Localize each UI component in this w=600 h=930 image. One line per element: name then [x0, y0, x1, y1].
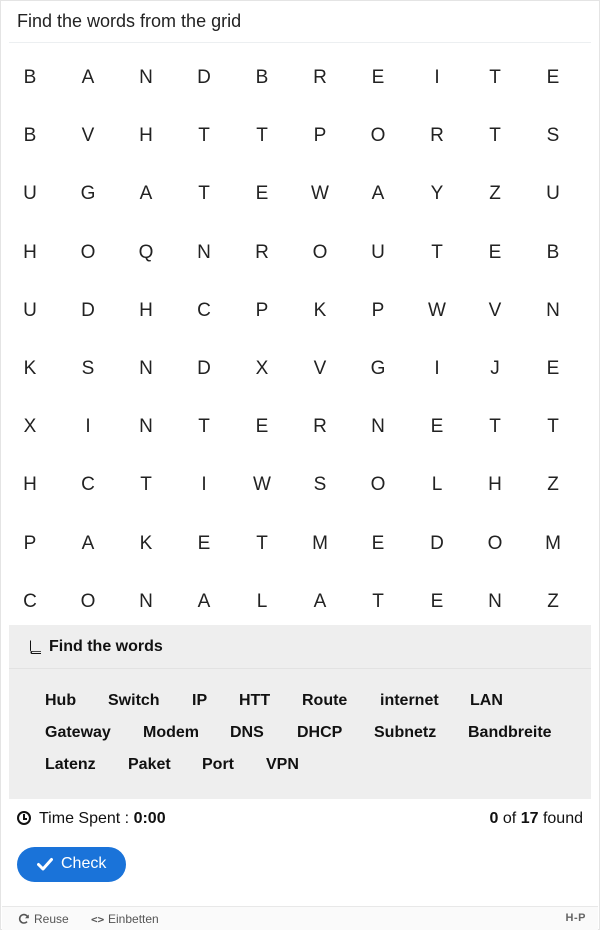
grid-cell[interactable]: T: [489, 67, 501, 88]
grid-cell[interactable]: E: [255, 416, 269, 438]
grid-row: [1, 340, 600, 398]
grid-cell[interactable]: T: [198, 125, 210, 147]
grid-cell[interactable]: P: [371, 299, 385, 321]
grid-cell[interactable]: T: [547, 416, 559, 438]
word-item: Route: [302, 692, 348, 709]
grid-cell[interactable]: I: [434, 357, 440, 379]
grid-cell[interactable]: R: [255, 241, 269, 263]
grid-cell[interactable]: O: [80, 241, 96, 263]
word-item: DNS: [230, 724, 264, 741]
clock-icon: [17, 811, 31, 825]
grid-cell[interactable]: N: [139, 416, 153, 438]
grid-cell[interactable]: I: [85, 416, 91, 438]
grid-cell[interactable]: E: [371, 532, 385, 554]
grid-row: [1, 165, 600, 223]
page-title: Find the words from the grid: [17, 11, 242, 31]
time-spent: [39, 810, 166, 828]
word-item: Gateway: [45, 724, 111, 741]
word-item: Port: [202, 756, 234, 773]
grid-row: [1, 49, 600, 107]
check-button[interactable]: [17, 847, 126, 882]
grid-cell[interactable]: K: [139, 532, 153, 554]
grid-cell[interactable]: A: [371, 183, 385, 205]
grid-cell[interactable]: D: [430, 532, 444, 554]
book-icon: [29, 639, 42, 654]
grid-cell[interactable]: O: [80, 590, 96, 612]
word-list-panel: [9, 625, 591, 799]
grid-cell[interactable]: L: [431, 474, 443, 496]
embed-icon: <>: [91, 913, 105, 926]
grid-cell[interactable]: S: [546, 125, 560, 147]
grid-cell[interactable]: N: [197, 241, 211, 263]
grid-cell[interactable]: H: [488, 474, 502, 496]
grid-cell[interactable]: W: [428, 299, 446, 321]
grid-cell[interactable]: O: [312, 241, 328, 263]
word-item: HTT: [239, 692, 271, 709]
reuse-icon: [18, 913, 30, 925]
grid-cell[interactable]: N: [139, 590, 153, 612]
word-item: DHCP: [297, 724, 343, 741]
grid-cell[interactable]: E: [371, 67, 385, 88]
word-item: Hub: [45, 692, 77, 709]
grid-cell[interactable]: W: [253, 474, 271, 496]
grid-cell[interactable]: H: [23, 474, 37, 496]
grid-cell[interactable]: N: [139, 357, 153, 379]
grid-cell[interactable]: X: [255, 357, 269, 379]
grid-cell[interactable]: T: [256, 125, 268, 147]
word-item: Switch: [108, 692, 160, 709]
grid-cell[interactable]: A: [81, 67, 95, 88]
found-suffix: found: [542, 810, 583, 827]
grid-cell[interactable]: H: [139, 125, 153, 147]
grid-cell[interactable]: E: [255, 183, 269, 205]
grid-cell[interactable]: A: [81, 532, 95, 554]
grid-cell[interactable]: U: [23, 299, 37, 321]
grid-cell[interactable]: S: [81, 357, 95, 379]
grid-cell[interactable]: Z: [489, 183, 501, 205]
grid-cell[interactable]: I: [201, 474, 207, 496]
word-list-title: Find the words: [49, 638, 163, 655]
word-list-header: [9, 625, 591, 669]
grid-cell[interactable]: Z: [547, 474, 559, 496]
grid-row: [1, 515, 600, 573]
grid-cell[interactable]: N: [371, 416, 385, 438]
grid-cell[interactable]: R: [313, 67, 327, 88]
grid-cell[interactable]: W: [311, 183, 329, 205]
grid-cell[interactable]: U: [23, 183, 37, 205]
grid-cell[interactable]: T: [198, 416, 210, 438]
found-of: of: [502, 810, 517, 827]
grid-cell[interactable]: K: [23, 357, 37, 379]
grid-cell[interactable]: P: [255, 299, 269, 321]
grid-cell[interactable]: L: [256, 590, 268, 612]
grid-cell[interactable]: T: [140, 474, 152, 496]
reuse-label: Reuse: [34, 912, 69, 926]
grid-cell[interactable]: C: [81, 474, 95, 496]
grid-row: [1, 573, 600, 631]
grid-cell[interactable]: H: [23, 241, 37, 263]
title-divider: [9, 42, 591, 43]
grid-cell[interactable]: M: [545, 532, 561, 554]
word-item: Subnetz: [374, 724, 437, 741]
grid-cell[interactable]: P: [313, 125, 327, 147]
grid-cell[interactable]: A: [139, 183, 153, 205]
grid-cell[interactable]: G: [370, 357, 386, 379]
word-item: Bandbreite: [468, 724, 552, 741]
grid-cell[interactable]: V: [488, 299, 502, 321]
letter-grid[interactable]: [1, 49, 600, 631]
grid-cell[interactable]: D: [197, 67, 211, 88]
word-item: internet: [380, 692, 439, 709]
grid-cell[interactable]: U: [371, 241, 385, 263]
status-bar: [17, 809, 583, 829]
grid-cell[interactable]: K: [313, 299, 327, 321]
grid-cell[interactable]: E: [430, 416, 444, 438]
grid-cell[interactable]: B: [23, 125, 37, 147]
grid-cell[interactable]: M: [312, 532, 328, 554]
found-count: 0: [489, 810, 499, 827]
grid-row: [1, 456, 600, 514]
grid-cell[interactable]: C: [23, 590, 37, 612]
grid-cell[interactable]: T: [489, 125, 501, 147]
grid-cell[interactable]: B: [23, 67, 37, 88]
check-button-label: Check: [61, 855, 107, 872]
grid-cell[interactable]: T: [372, 590, 384, 612]
word-item: Modem: [143, 724, 199, 741]
time-spent-value: 0:00: [133, 810, 166, 827]
grid-cell[interactable]: I: [434, 67, 440, 88]
embed-label: Einbetten: [108, 912, 159, 926]
grid-cell[interactable]: Z: [547, 590, 559, 612]
grid-cell[interactable]: U: [546, 183, 560, 205]
grid-cell[interactable]: R: [430, 125, 444, 147]
word-item: LAN: [470, 692, 503, 709]
grid-cell[interactable]: R: [313, 416, 327, 438]
grid-cell[interactable]: D: [81, 299, 95, 321]
grid-cell[interactable]: E: [546, 357, 560, 379]
h5p-action-bar: [2, 906, 598, 930]
grid-cell[interactable]: V: [313, 357, 327, 379]
found-total: 17: [520, 810, 539, 827]
grid-cell[interactable]: N: [139, 67, 153, 88]
time-spent-label: Time Spent :: [39, 810, 134, 827]
grid-row: [1, 282, 600, 340]
grid-cell[interactable]: D: [197, 357, 211, 379]
word-item: VPN: [266, 756, 299, 773]
grid-cell[interactable]: S: [313, 474, 327, 496]
grid-cell[interactable]: Q: [138, 241, 154, 263]
grid-cell[interactable]: O: [370, 125, 386, 147]
word-item: Paket: [128, 756, 171, 773]
grid-cell[interactable]: T: [198, 183, 210, 205]
grid-cell[interactable]: H: [139, 299, 153, 321]
grid-cell[interactable]: E: [430, 590, 444, 612]
grid-cell[interactable]: G: [80, 183, 96, 205]
grid-row: [1, 107, 600, 165]
grid-cell[interactable]: X: [23, 416, 37, 438]
grid-cell[interactable]: N: [546, 299, 560, 321]
grid-cell[interactable]: O: [487, 532, 503, 554]
grid-row: [1, 224, 600, 282]
grid-cell[interactable]: E: [197, 532, 211, 554]
grid-cell[interactable]: T: [256, 532, 268, 554]
grid-cell[interactable]: J: [490, 357, 500, 379]
grid-cell[interactable]: E: [488, 241, 502, 263]
h5p-logo: H-P: [565, 912, 586, 924]
grid-cell[interactable]: Y: [430, 183, 444, 205]
grid-cell[interactable]: C: [197, 299, 211, 321]
grid-cell[interactable]: E: [546, 67, 560, 88]
word-item: IP: [192, 692, 208, 709]
grid-cell[interactable]: P: [23, 532, 37, 554]
checkmark-icon: [37, 857, 53, 871]
found-counter: [490, 810, 583, 828]
grid-cell[interactable]: T: [489, 416, 501, 438]
word-item: Latenz: [45, 756, 96, 773]
grid-cell[interactable]: A: [313, 590, 327, 612]
grid-row: [1, 398, 600, 456]
grid-cell[interactable]: A: [197, 590, 211, 612]
grid-cell[interactable]: N: [488, 590, 502, 612]
grid-cell[interactable]: B: [546, 241, 560, 263]
grid-cell[interactable]: T: [431, 241, 443, 263]
grid-cell[interactable]: O: [370, 474, 386, 496]
grid-cell[interactable]: B: [255, 67, 269, 88]
grid-cell[interactable]: V: [81, 125, 95, 147]
